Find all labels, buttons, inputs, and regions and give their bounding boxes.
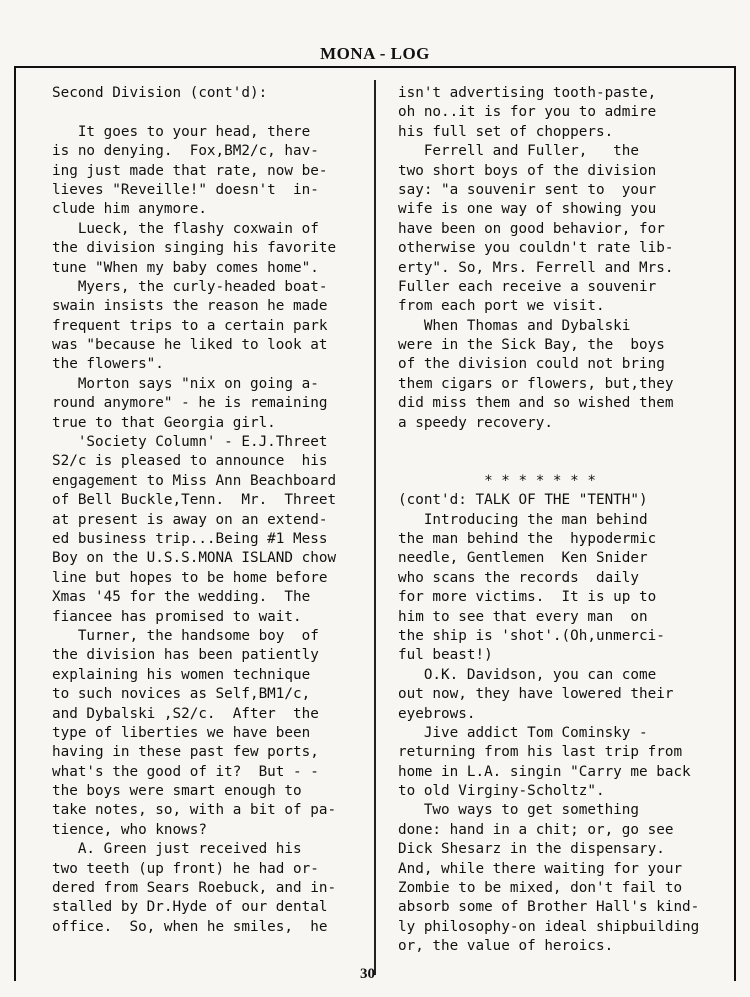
text-line: otherwise you couldn't rate lib-	[398, 240, 674, 257]
text-line: to such novices as Self,BM1/c,	[52, 686, 311, 703]
left-rule	[14, 66, 16, 981]
text-line: did miss them and so wished them	[398, 395, 674, 412]
text-line: a speedy recovery.	[398, 414, 553, 431]
text-line: having in these past few ports,	[52, 744, 319, 761]
text-line: O.K. Davidson, you can come	[398, 666, 657, 683]
text-line: Introducing the man behind	[398, 511, 648, 528]
text-line: two teeth (up front) he had or-	[52, 860, 319, 877]
page-header-title: MONA - LOG	[320, 44, 430, 63]
text-line: isn't advertising tooth-paste,	[398, 85, 657, 101]
text-line: erty". So, Mrs. Ferrell and Mrs.	[398, 259, 674, 276]
text-line: Xmas '45 for the wedding. The	[52, 589, 311, 606]
text-line: round anymore" - he is remaining	[52, 395, 328, 412]
text-line: Dick Shesarz in the dispensary.	[398, 841, 665, 858]
text-line: Morton says "nix on going a-	[52, 375, 319, 392]
text-line: * * * * * * *	[398, 472, 596, 489]
text-line: the boys were smart enough to	[52, 783, 302, 800]
text-line: lieves "Reveille!" doesn't in-	[52, 181, 319, 198]
text-line: what's the good of it? But - -	[52, 763, 319, 780]
text-line: of Bell Buckle,Tenn. Mr. Threet	[52, 492, 337, 509]
text-line: Myers, the curly-headed boat-	[52, 278, 328, 295]
text-line: Ferrell and Fuller, the	[398, 143, 640, 160]
text-line: home in L.A. singin "Carry me back	[398, 763, 691, 780]
text-line: 'Society Column' - E.J.Threet	[52, 434, 328, 451]
text-line: returning from his last trip from	[398, 744, 683, 761]
top-rule	[14, 66, 736, 68]
text-line	[398, 452, 718, 471]
text-line: Turner, the handsome boy of	[52, 627, 319, 644]
text-line: from each port we visit.	[398, 298, 605, 315]
right-rule	[734, 66, 736, 981]
text-line: It goes to your head, there	[52, 123, 311, 140]
text-line: the flowers".	[52, 356, 164, 373]
text-line: swain insists the reason he made	[52, 298, 328, 315]
text-line: Two ways to get something	[398, 802, 640, 819]
text-line: his full set of choppers.	[398, 123, 614, 140]
text-line: ly philosophy-on ideal shipbuilding	[398, 918, 700, 935]
text-line: dered from Sears Roebuck, and in-	[52, 880, 337, 897]
text-line: tience, who knows?	[52, 821, 207, 838]
text-line: S2/c is pleased to announce his	[52, 453, 328, 470]
text-line	[398, 433, 718, 452]
text-line: and Dybalski ,S2/c. After the	[52, 705, 319, 722]
text-line: of the division could not bring	[398, 356, 665, 373]
text-line: Boy on the U.S.S.MONA ISLAND chow	[52, 550, 337, 567]
text-line: ing just made that rate, now be-	[52, 162, 328, 179]
text-line: A. Green just received his	[52, 841, 302, 858]
text-line: two short boys of the division	[398, 162, 657, 179]
text-line: oh no..it is for you to admire	[398, 104, 657, 121]
text-line: was "because he liked to look at	[52, 337, 328, 354]
left-column	[52, 84, 372, 937]
text-line: line but hopes to be home before	[52, 569, 328, 586]
text-line: stalled by Dr.Hyde of our dental	[52, 899, 328, 916]
text-line: wife is one way of showing you	[398, 201, 657, 218]
text-line: to old Virginy-Scholtz".	[398, 783, 605, 800]
text-line: clude him anymore.	[52, 201, 207, 218]
text-line: frequent trips to a certain park	[52, 317, 328, 334]
text-line: for more victims. It is up to	[398, 589, 657, 606]
text-line: absorb some of Brother Hall's kind-	[398, 899, 700, 916]
text-line: at present is away on an extend-	[52, 511, 328, 528]
text-line: were in the Sick Bay, the boys	[398, 337, 665, 354]
text-line: the division singing his favorite	[52, 240, 337, 257]
text-line: the ship is 'shot'.(Oh,unmerci-	[398, 627, 665, 644]
text-line: explaining his women technique	[52, 666, 311, 683]
text-line: them cigars or flowers, but,they	[398, 375, 674, 392]
text-line: Second Division (cont'd):	[52, 85, 268, 101]
text-line: say: "a souvenir sent to your	[398, 181, 657, 198]
text-line: take notes, so, with a bit of pa-	[52, 802, 337, 819]
text-line: (cont'd: TALK OF THE "TENTH")	[398, 492, 648, 509]
text-line: him to see that every man on	[398, 608, 648, 625]
text-line: When Thomas and Dybalski	[398, 317, 631, 334]
text-line: tune "When my baby comes home".	[52, 259, 319, 276]
text-line: office. So, when he smiles, he	[52, 918, 328, 935]
text-line: ed business trip...Being #1 Mess	[52, 530, 328, 547]
text-line: done: hand in a chit; or, go see	[398, 821, 674, 838]
text-line: or, the value of heroics.	[398, 938, 614, 955]
text-line: Jive addict Tom Cominsky -	[398, 724, 648, 741]
text-line: out now, they have lowered their	[398, 686, 674, 703]
text-line: fiancee has promised to wait.	[52, 608, 302, 625]
text-line: true to that Georgia girl.	[52, 414, 276, 431]
right-column	[398, 84, 718, 957]
text-line: Zombie to be mixed, don't fail to	[398, 880, 683, 897]
text-line: type of liberties we have been	[52, 724, 311, 741]
text-line: the division has been patiently	[52, 647, 319, 664]
text-line: the man behind the hypodermic	[398, 530, 657, 547]
text-line: who scans the records daily	[398, 569, 640, 586]
text-line: Fuller each receive a souvenir	[398, 278, 657, 295]
page-number: 30	[360, 966, 375, 982]
text-line: ful beast!)	[398, 647, 493, 664]
text-line: eyebrows.	[398, 705, 476, 722]
column-divider	[374, 80, 376, 975]
text-line: engagement to Miss Ann Beachboard	[52, 472, 337, 489]
text-line: have been on good behavior, for	[398, 220, 665, 237]
text-line: Lueck, the flashy coxwain of	[52, 220, 319, 237]
text-line: And, while there waiting for your	[398, 860, 683, 877]
text-line: is no denying. Fox,BM2/c, hav-	[52, 143, 319, 160]
text-line: needle, Gentlemen Ken Snider	[398, 550, 648, 567]
text-line	[52, 103, 372, 122]
